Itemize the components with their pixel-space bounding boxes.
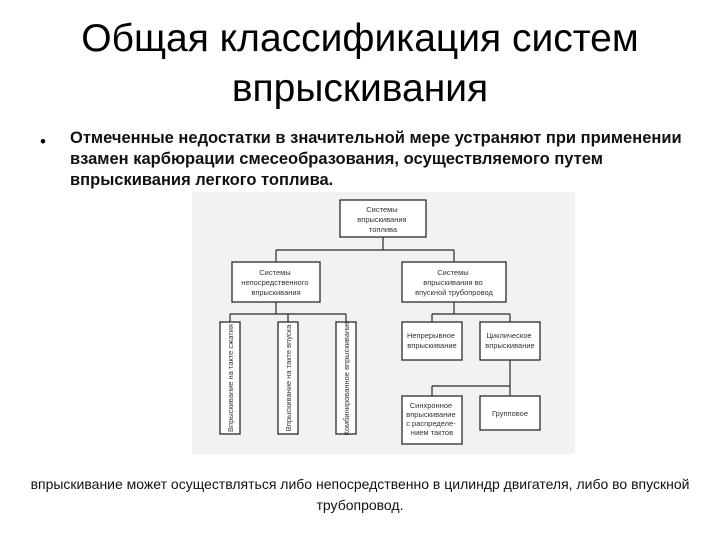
manifold-label-line: Системы	[437, 268, 469, 277]
manifold-label-line: впускной трубопровод	[415, 288, 493, 297]
diagram-canvas	[192, 192, 575, 454]
root-label-line: Системы	[366, 205, 398, 214]
manifold-label-line: впрыскивания во	[423, 278, 483, 287]
synchronous-label-line: впрыскивание	[406, 410, 456, 419]
continuous-injection-label	[407, 331, 457, 350]
synchronous-injection-label	[406, 401, 458, 437]
intake-stroke-label: Впрыскивание на такте впуска	[284, 324, 293, 432]
root-label-line: впрыскивания	[357, 215, 407, 224]
intro-text: Отмеченные недостатки в значительной мере устраняют при применении взамен карбюрации смесеобразования, осуществляемого путем впрыскивания легкого топлива.	[70, 129, 682, 189]
direct-label-line: непосредственного	[241, 278, 309, 287]
continuous-label-line: Непрерывное	[406, 331, 455, 340]
compression-stroke-label: Впрыскивание на такте сжатия	[226, 324, 235, 432]
root-label-line: топлива	[368, 225, 398, 234]
bullet-marker: •	[40, 132, 46, 151]
classification-diagram	[192, 192, 575, 454]
slide-title: Общая классификация систем впрыскивания	[81, 17, 639, 110]
group-label-line: Групповое	[491, 409, 529, 418]
combined-injection-label: Комбинированное впрыскивание	[342, 320, 351, 436]
cyclic-label-line: впрыскивание	[485, 341, 535, 350]
synchronous-label-line: Синхронное	[409, 401, 453, 410]
diagram-connectors	[230, 237, 510, 396]
synchronous-label-line: нием тактов	[410, 428, 454, 437]
group-injection-label	[492, 409, 528, 418]
cyclic-label-line: Циклическое	[486, 331, 532, 340]
continuous-label-line: впрыскивание	[407, 341, 457, 350]
direct-label-line: впрыскивания	[251, 288, 301, 297]
cyclic-injection-label	[485, 331, 534, 350]
footer-text: впрыскивание может осуществляться либо непосредственно в цилиндр двигателя, либо во впускной трубопровод.	[30, 476, 690, 513]
direct-label-line: Системы	[259, 268, 291, 277]
synchronous-label-line: с распределе-	[406, 419, 456, 428]
